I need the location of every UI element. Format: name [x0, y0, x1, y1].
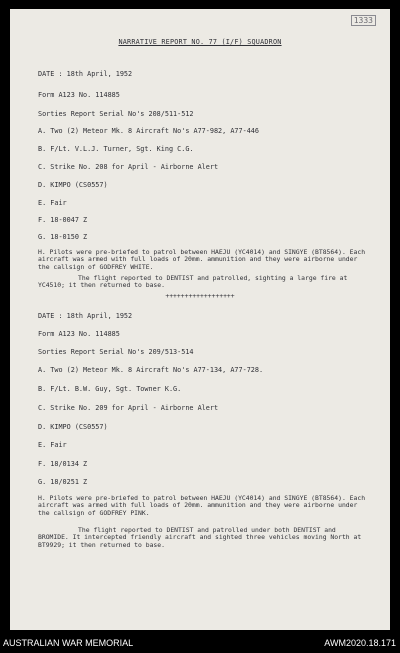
report1-item-c: C. Strike No. 208 for April - Airborne Alert	[38, 163, 219, 171]
section-separator: ++++++++++++++++++	[165, 292, 235, 300]
report2-paragraph-text: The flight reported to DENTIST and patrolled under both DENTIST and BROMIDE. It intercepted friendly aircraft and sighted three vehicles moving North at BT9929; it then returned to base.	[38, 526, 362, 549]
report1-item-h	[38, 249, 368, 271]
report1-item-b: B. F/Lt. V.L.J. Turner, Sgt. King C.G.	[38, 145, 194, 153]
report1-paragraph-text: The flight reported to DENTIST and patrolled, sighting a large fire at YC4510; it then returned to base.	[38, 274, 348, 290]
report1-item-e: E. Fair	[38, 199, 67, 207]
report2-item-g: G. 18/0251 Z	[38, 478, 88, 486]
report1-form: Form A123 No. 114885	[38, 91, 120, 99]
report2-date: DATE : 18th April, 1952	[38, 312, 133, 320]
footer-catalog-id: AWM2020.18.171	[324, 638, 396, 648]
report2-form: Form A123 No. 114885	[38, 330, 120, 338]
report1-paragraph	[38, 275, 368, 290]
report2-paragraph	[38, 527, 368, 549]
report1-item-h-text: H. Pilots were pre-briefed to patrol between HAEJU (YC4014) and SINGYE (BT8564). Each aircraft was armed with full loads of 20mm. ammunition and they were airborne under the callsign of GODFREY WHITE.	[38, 248, 366, 271]
report2-item-f: F. 18/0134 Z	[38, 460, 88, 468]
report2-item-b: B. F/Lt. B.W. Guy, Sgt. Towner K.G.	[38, 385, 182, 393]
report1-item-a: A. Two (2) Meteor Mk. 8 Aircraft No's A77-982, A77-446	[38, 127, 259, 135]
report2-item-h-text: H. Pilots were pre-briefed to patrol between HAEJU (YC4014) and SINGYE (BT8564). Each aircraft was armed with full loads of 20mm. ammunition and they were airborne under the callsign of GODFREY PINK.	[38, 494, 366, 517]
report1-item-d: D. KIMPO (CS0557)	[38, 181, 108, 189]
report1-item-g: G. 18-0150 Z	[38, 233, 88, 241]
page-number-stamp: 1333	[351, 15, 376, 26]
report2-item-a: A. Two (2) Meteor Mk. 8 Aircraft No's A77-134, A77-728.	[38, 366, 264, 374]
report2-item-e: E. Fair	[38, 441, 67, 449]
report1-sorties: Sorties Report Serial No's 208/511-512	[38, 110, 194, 118]
document-title: NARRATIVE REPORT NO. 77 (I/F) SQUADRON	[118, 38, 282, 46]
report2-item-d: D. KIMPO (CS0557)	[38, 423, 108, 431]
report2-item-c: C. Strike No. 209 for April - Airborne Alert	[38, 404, 219, 412]
document-page	[10, 9, 390, 630]
report2-sorties: Sorties Report Serial No's 209/513-514	[38, 348, 194, 356]
report1-date: DATE : 18th April, 1952	[38, 70, 133, 78]
report2-item-h	[38, 495, 368, 517]
report1-item-f: F. 18-0047 Z	[38, 216, 88, 224]
footer-institution: AUSTRALIAN WAR MEMORIAL	[3, 638, 134, 648]
